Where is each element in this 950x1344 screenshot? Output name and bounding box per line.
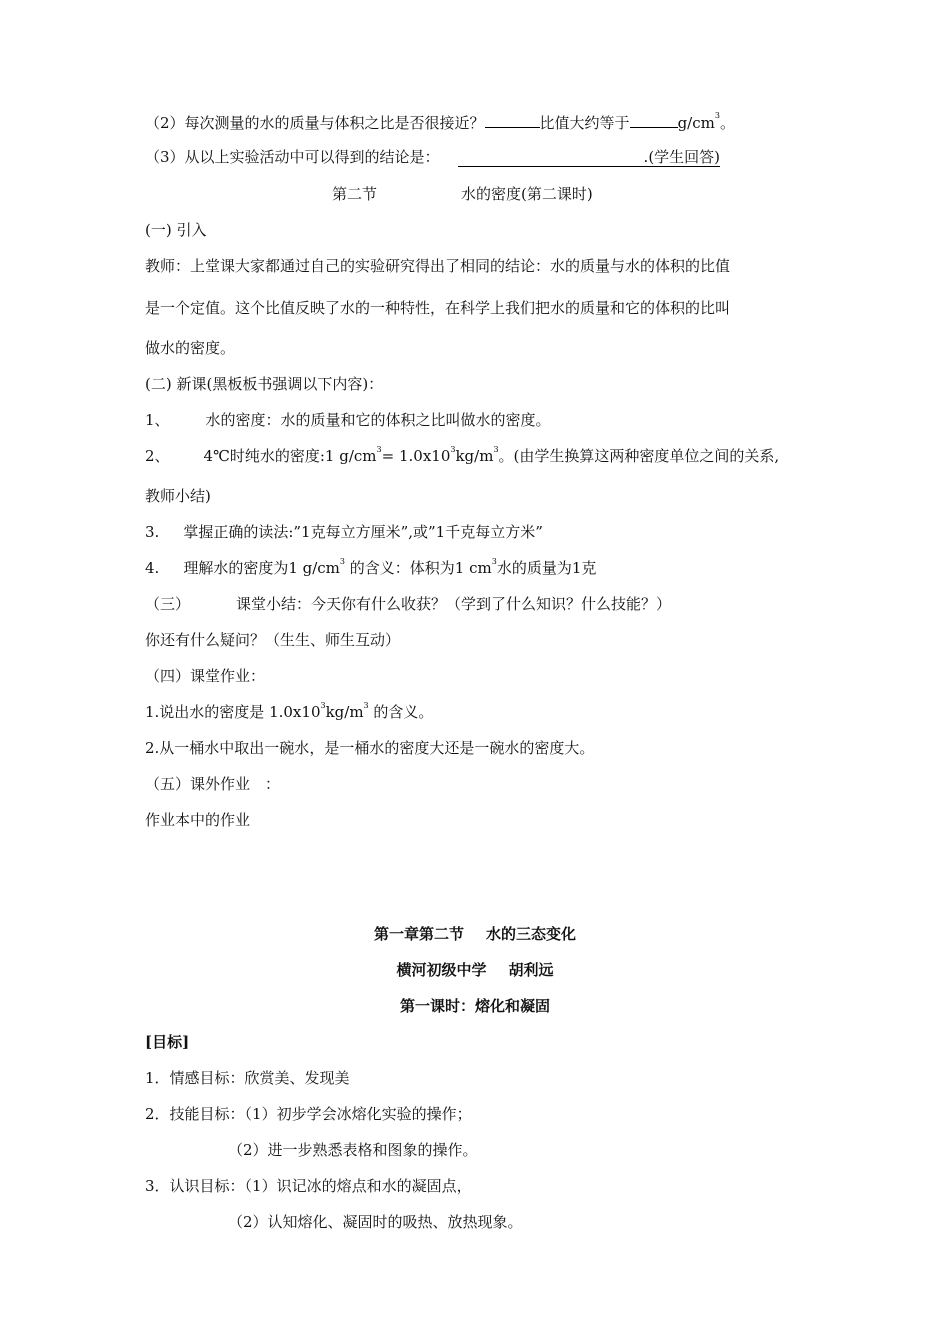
item-2-text-a: 4℃时纯水的密度:1 g/cm bbox=[203, 447, 377, 465]
homework-heading: （四）课堂作业： bbox=[145, 667, 266, 685]
section-title bbox=[332, 184, 593, 204]
item-4-exp-b: 3 bbox=[491, 557, 497, 566]
item-2-text-c: kg/m bbox=[455, 447, 494, 465]
question-3 bbox=[145, 147, 720, 167]
homework-item-1 bbox=[145, 702, 433, 722]
summary bbox=[145, 594, 671, 614]
item-4-number: 4. bbox=[145, 559, 160, 577]
author-line bbox=[0, 960, 950, 980]
goal-2: 2．技能目标：（1）初步学会冰熔化实验的操作； bbox=[145, 1105, 472, 1123]
item-2-exp-a: 3 bbox=[376, 445, 382, 454]
q3-note: .(学生回答) bbox=[643, 148, 721, 166]
item-3-number: 3. bbox=[145, 523, 160, 541]
item-4-text-c: 水的质量为1克 bbox=[496, 559, 597, 577]
extra-homework-text: 作业本中的作业 bbox=[145, 811, 251, 829]
section-number: 第二节 bbox=[332, 185, 378, 203]
item-4-exp-a: 3 bbox=[339, 557, 345, 566]
summary-text: 课堂小结：今天你有什么收获？（学到了什么知识？什么技能？） bbox=[236, 595, 672, 613]
item-1-text: 水的密度：水的质量和它的体积之比叫做水的密度。 bbox=[205, 411, 551, 429]
item-4-text-a: 理解水的密度为1 g/cm bbox=[183, 559, 340, 577]
hw1-exp-a: 3 bbox=[320, 701, 326, 710]
q2-unit: g/cm bbox=[677, 114, 715, 132]
summary-continuation: 你还有什么疑问？（生生、师生互动） bbox=[145, 631, 401, 649]
q2-exp: 3 bbox=[714, 111, 720, 120]
lesson-title: 第一课时：熔化和凝固 bbox=[399, 997, 550, 1015]
q2-ratio-text: 比值大约等于 bbox=[539, 114, 630, 132]
item-2-continuation: 教师小结) bbox=[145, 487, 211, 505]
chapter-number: 第一章第二节 bbox=[373, 925, 464, 943]
item-2-text-d: 。(由学生换算这两种密度单位之间的关系, bbox=[498, 447, 780, 465]
teacher-text-line-3: 做水的密度。 bbox=[145, 339, 236, 357]
section-name: 水的密度(第二课时) bbox=[461, 185, 593, 203]
item-2 bbox=[145, 446, 779, 466]
author-name: 胡利远 bbox=[508, 961, 554, 979]
item-2-exp-b: 3 bbox=[450, 445, 456, 454]
answer-blank-2 bbox=[630, 112, 678, 128]
summary-number: （三） bbox=[145, 595, 191, 613]
goal-2-sub: （2）进一步熟悉表格和图象的操作。 bbox=[228, 1141, 478, 1159]
goals-heading: [目标] bbox=[145, 1033, 190, 1051]
teacher-text-line-2: 是一个定值。这个比值反映了水的一种特性，在科学上我们把水的质量和它的体积的比叫 bbox=[145, 299, 731, 317]
item-2-number: 2、 bbox=[145, 447, 170, 465]
chapter-name: 水的三态变化 bbox=[486, 925, 577, 943]
intro-heading: (一) 引入 bbox=[145, 221, 207, 239]
q3-text: （3）从以上实验活动中可以得到的结论是： bbox=[145, 148, 440, 166]
goal-3-sub: （2）认知熔化、凝固时的吸热、放热现象。 bbox=[228, 1213, 523, 1231]
goal-1: 1．情感目标：欣赏美、发现美 bbox=[145, 1069, 350, 1087]
item-1 bbox=[145, 410, 551, 430]
item-4-text-b: 的含义：体积为1 cm bbox=[345, 559, 492, 577]
item-1-number: 1、 bbox=[145, 411, 170, 429]
item-2-text-b: = 1.0x10 bbox=[381, 447, 451, 465]
item-3-text: 掌握正确的读法:”1克每立方厘米”,或”1千克每立方米” bbox=[183, 523, 543, 541]
item-2-exp-c: 3 bbox=[493, 445, 499, 454]
hw1-text-a: 1.说出水的密度是 1.0x10 bbox=[145, 703, 321, 721]
conclusion-blank bbox=[458, 148, 720, 167]
extra-homework-heading: （五）课外作业 ： bbox=[145, 775, 281, 793]
answer-blank-1 bbox=[485, 112, 540, 128]
school-name: 横河初级中学 bbox=[396, 961, 487, 979]
hw1-text-c: 的含义。 bbox=[368, 703, 434, 721]
goal-3: 3．认识目标：（1）识记冰的熔点和水的凝固点， bbox=[145, 1177, 472, 1195]
hw1-exp-b: 3 bbox=[363, 701, 369, 710]
homework-item-2: 2.从一桶水中取出一碗水，是一桶水的密度大还是一碗水的密度大。 bbox=[145, 739, 595, 757]
chapter-title bbox=[0, 924, 950, 944]
item-4 bbox=[145, 558, 596, 578]
hw1-text-b: kg/m bbox=[325, 703, 364, 721]
teacher-text-line-1: 教师：上堂课大家都通过自己的实验研究得出了相同的结论：水的质量与水的体积的比值 bbox=[145, 257, 731, 275]
item-3 bbox=[145, 522, 543, 542]
new-lesson-heading: (二) 新课(黑板板书强调以下内容)： bbox=[145, 375, 384, 393]
q2-end: 。 bbox=[719, 114, 735, 132]
q2-text: （2）每次测量的水的质量与体积之比是否很接近？ bbox=[145, 114, 485, 132]
question-2 bbox=[145, 112, 735, 133]
